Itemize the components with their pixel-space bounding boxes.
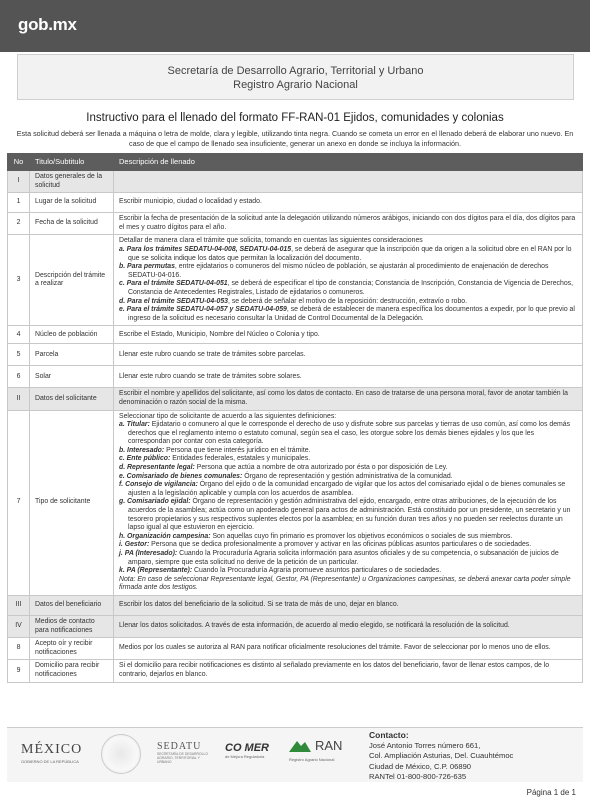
comer-logo bbox=[225, 742, 269, 759]
item-text: Cuando la Procuraduría Agraria solicita información para asuntos oficiales y de su competencia, o subsanación de juicios de amparo, siempre que esta solicitud no derive de la petición de un particular. bbox=[128, 550, 559, 566]
item-label: j. PA (Interesado): bbox=[119, 550, 178, 557]
item-text: Ejidatario o comunero al que le corresponde el derecho de uso y disfrute sobre sus parcelas y tierras de uso común, así como los demás derechos que el reglamento interno o estatuto comunal, según sea el caso, les otorgue sobre los demás bienes ejidales y los que les correspondan por contar con esta categoría. bbox=[128, 421, 571, 446]
table-row bbox=[8, 171, 583, 193]
page-number: Página 1 de 1 bbox=[526, 788, 576, 797]
row-no: III bbox=[8, 595, 30, 615]
row-desc: Escribe el Estado, Municipio, Nombre del Núcleo o Colonia y tipo. bbox=[114, 326, 583, 344]
table-row bbox=[8, 213, 583, 235]
agency-header bbox=[17, 54, 574, 100]
row-desc: Llenar este rubro cuando se trate de trámites sobre parcelas. bbox=[114, 344, 583, 366]
item-text: Son aquellas cuyo fin primario es promover los objetivos económicos o sociales de sus miembros. bbox=[210, 532, 513, 540]
table-row bbox=[8, 615, 583, 637]
item-text: Persona que actúa a nombre de otra autorizado por ésta o por disposición de Ley. bbox=[194, 464, 448, 472]
header-description: Descripción de llenado bbox=[114, 154, 583, 171]
header-title: Titulo/Subtitulo bbox=[30, 154, 114, 171]
list-item bbox=[119, 447, 577, 456]
table-row bbox=[8, 595, 583, 615]
item-text: Órgano del ejido o de la comunidad encargado de vigilar que los actos del comisariado ejidal o de bienes comunales se ajusten a la legislación aplicable y cumpla con los acuerdos de asamblea. bbox=[128, 481, 566, 497]
row-title: Acepto oír y recibir notificaciones bbox=[30, 638, 114, 660]
table-row bbox=[8, 660, 583, 682]
item-label: c. Para el trámite SEDATU-04-051 bbox=[119, 280, 228, 288]
mexico-logo-text: MÉXICO bbox=[21, 742, 83, 757]
item-text: , se deberá de especificar el tipo de constancia; Constancia de Inscripción, Constancia de Vigencia de Derechos, Constancia de Antecedentes Registrales, Listado de ejidatarios o comuneros. bbox=[128, 280, 574, 296]
table-row bbox=[8, 235, 583, 326]
item-text: Cuando la Procuraduría Agraria promueve asuntos particulares o de sociedades. bbox=[192, 567, 442, 575]
row-desc: Escribir municipio, ciudad o localidad y estado. bbox=[114, 193, 583, 213]
item-text: Persona que tiene interés jurídico en el trámite. bbox=[164, 446, 311, 454]
coat-of-arms-icon bbox=[101, 734, 141, 774]
item-label: b. Interesado: bbox=[119, 446, 165, 454]
definitions-list bbox=[119, 421, 577, 576]
table-row bbox=[8, 388, 583, 410]
footer bbox=[7, 727, 583, 782]
contact-title: Contacto: bbox=[369, 730, 409, 740]
item-label: b. Para permutas bbox=[119, 263, 175, 271]
row-desc: Si el domicilio para recibir notificaciones es distinto al señalado previamente en los datos del beneficiario, favor de llenar estos campos, de lo contrario, dejarlos en blanco. bbox=[114, 660, 583, 682]
table-row bbox=[8, 344, 583, 366]
row-no: I bbox=[8, 171, 30, 193]
row-title: Fecha de la solicitud bbox=[30, 213, 114, 235]
list-item bbox=[119, 280, 577, 297]
table-row bbox=[8, 366, 583, 388]
row-title: Lugar de la solicitud bbox=[30, 193, 114, 213]
contact-line: José Antonio Torres número 661, bbox=[369, 740, 481, 750]
contact-line: RANTel 01-800-800-726-635 bbox=[369, 772, 467, 781]
brand-logo[interactable]: gob.mx bbox=[18, 15, 77, 34]
comer-logo-text: CO MER bbox=[225, 742, 269, 754]
comer-logo-sub: de Mejora Regulatoria bbox=[225, 754, 265, 759]
item-text: Entidades federales, estatales y municipales. bbox=[170, 455, 311, 463]
list-item bbox=[119, 306, 577, 323]
ran-logo-sub: Registro Agrario Nacional bbox=[289, 757, 335, 762]
row-title: Tipo de solicitante bbox=[30, 410, 114, 595]
list-item bbox=[119, 533, 577, 542]
row-no: 1 bbox=[8, 193, 30, 213]
row-desc: Escribir los datos del beneficiario de la solicitud. Si se trata de más de uno, dejar en blanco. bbox=[114, 595, 583, 615]
item-label: k. PA (Representante): bbox=[119, 567, 193, 575]
ran-mountain-icon bbox=[289, 738, 311, 752]
item-text: , entre ejidatarios o comuneros del mismo núcleo de población, se ajustarán al procedimiento de enajenación de derechos SEDATU-04-016. bbox=[128, 263, 549, 279]
contact-line: Ciudad de México, C.P. 06890 bbox=[369, 761, 472, 771]
table-row bbox=[8, 638, 583, 660]
ran-logo bbox=[289, 738, 342, 762]
row-no: 8 bbox=[8, 638, 30, 660]
row-no: 3 bbox=[8, 235, 30, 326]
list-item bbox=[119, 421, 577, 447]
header-no: No bbox=[8, 154, 30, 171]
item-label: d. Para el trámite SEDATU-04-053 bbox=[119, 297, 229, 305]
desc-intro: Detallar de manera clara el trámite que solicita, tomando en cuentas las siguientes consideraciones bbox=[119, 237, 423, 245]
agency-line1: Secretaría de Desarrollo Agrario, Territorial y Urbano bbox=[167, 65, 424, 77]
item-label: f. Consejo de vigilancia: bbox=[119, 481, 198, 489]
item-label: h. Organización campesina: bbox=[119, 532, 211, 540]
row-no: 6 bbox=[8, 366, 30, 388]
row-title: Núcleo de población bbox=[30, 326, 114, 344]
list-item bbox=[119, 541, 577, 550]
row-desc: Medios por los cuales se autoriza al RAN para notificar oficialmente resoluciones del trámite. Favor de seleccionar por lo menos uno de ellos. bbox=[114, 638, 583, 660]
item-label: c. Ente público: bbox=[119, 455, 171, 463]
list-item bbox=[119, 550, 577, 567]
item-label: d. Representante legal: bbox=[119, 464, 195, 472]
row-desc: Llenar este rubro cuando se trate de trámites sobre solares. bbox=[114, 366, 583, 388]
sedatu-logo-sub: SECRETARÍA DE DESARROLLO AGRARIO, TERRITORIAL Y URBANO bbox=[157, 752, 208, 764]
row-title: Datos generales de la solicitud bbox=[30, 171, 114, 193]
row-title: Solar bbox=[30, 366, 114, 388]
row-no: 5 bbox=[8, 344, 30, 366]
item-label: a. Para los trámites SEDATU-04-008, SEDATU-04-015 bbox=[119, 245, 292, 253]
mexico-logo bbox=[21, 742, 82, 764]
item-text: , se deberá de señalar el motivo de la reposición: destrucción, extravío o robo. bbox=[228, 297, 468, 305]
list-item bbox=[119, 481, 577, 498]
row-no: II bbox=[8, 388, 30, 410]
instructions-table bbox=[7, 153, 583, 683]
item-text: Órgano de representación y gestión administrativa de la comunidad. bbox=[242, 472, 453, 480]
document-title: Instructivo para el llenado del formato FF-RAN-01 Ejidos, comunidades y colonias bbox=[86, 112, 504, 124]
intro-text: Esta solicitud deberá ser llenada a máquina o letra de molde, clara y legible, utilizando tinta negra. Cuando se cometa un error en el llenado deberá de elaborar uno nuevo. En caso de que el campo de llenado sea insuficiente, generar un anexo en donde se incluya la información. bbox=[16, 129, 574, 148]
ran-logo-text: RAN bbox=[315, 738, 343, 753]
desc-intro: Seleccionar tipo de solicitante de acuerdo a las siguientes definiciones: bbox=[119, 412, 337, 420]
list-item bbox=[119, 263, 577, 280]
considerations-list bbox=[119, 246, 577, 323]
row-no: 4 bbox=[8, 326, 30, 344]
list-item bbox=[119, 473, 577, 482]
row-no: 2 bbox=[8, 213, 30, 235]
row-title: Descripción del trámite a realizar bbox=[30, 235, 114, 326]
table-row bbox=[8, 193, 583, 213]
row-desc: Escribir el nombre y apellidos del solicitante, así como los datos de contacto. En caso de tratarse de una persona moral, favor de anotar también la denominación o razón social de la misma. bbox=[114, 388, 583, 410]
list-item bbox=[119, 298, 577, 307]
item-label: g. Comisariado ejidal: bbox=[119, 498, 191, 506]
row-title: Datos del solicitante bbox=[30, 388, 114, 410]
list-item bbox=[119, 498, 577, 532]
sedatu-logo-text: SEDATU bbox=[157, 741, 202, 752]
table-row bbox=[8, 410, 583, 595]
row-desc bbox=[114, 235, 583, 326]
row-title: Parcela bbox=[30, 344, 114, 366]
row-title: Datos del beneficiario bbox=[30, 595, 114, 615]
list-item bbox=[119, 464, 577, 473]
row-desc bbox=[114, 410, 583, 595]
table-row bbox=[8, 326, 583, 344]
item-label: a. Titular: bbox=[119, 421, 150, 429]
list-item bbox=[119, 246, 577, 263]
item-text: Órgano de representación y gestión administrativa del ejido, encargado, entre otras atribuciones, de la ejecución de los acuerdos de la asamblea; actúa como un apoderado general para actos de administración. Está constituido por un presidente, un secretario y un tesorero propietarios y sus respectivos suplentes electos por la asamblea; en su función duran tres años y no pueden ser reelectos durante un lapso igual al que estuvieron en ejercicio. bbox=[128, 498, 571, 532]
row-title: Medios de contacto para notificaciones bbox=[30, 615, 114, 637]
table-header-row bbox=[8, 154, 583, 171]
item-text: , se deberá de asegurar que la inscripción que da origen a la solicitud obre en el RAN por lo que se solicita indique los datos que permitan la localización del documento. bbox=[128, 245, 572, 262]
item-text: , se deberá de establecer de manera específica los documentos a expedir, por lo que previo al ingreso de la solicitud es necesario consultar la Unidad de Control Documental de la Delegación. bbox=[128, 306, 575, 322]
row-no: 9 bbox=[8, 660, 30, 682]
row-desc bbox=[114, 171, 583, 193]
row-desc: Llenar los datos solicitados. A través de esta información, de acuerdo al medio elegido, se notificará la resolución de la solicitud. bbox=[114, 615, 583, 637]
item-label: e. Para el trámite SEDATU-04-057 y SEDATU-04-059 bbox=[119, 306, 287, 314]
note-text: Nota: En caso de seleccionar Representante legal, Gestor, PA (Representante) u Organizaciones campesinas, se deberá anexar carta poder simple firmada ante dos testigos. bbox=[119, 575, 571, 592]
row-no: 7 bbox=[8, 410, 30, 595]
list-item bbox=[119, 455, 577, 464]
item-text: Persona que se dedica profesionalmente a promover y activar en las oficinas públicas asuntos particulares o de sociedades. bbox=[149, 541, 532, 549]
row-desc: Escribir la fecha de presentación de la solicitud ante la delegación utilizando números arábigos, iniciando con dos dígitos para el día, dos dígitos para el mes y cuatro dígitos para el año. bbox=[114, 213, 583, 235]
mexico-logo-sub: GOBIERNO DE LA REPÚBLICA bbox=[21, 759, 79, 764]
top-bar bbox=[0, 0, 590, 52]
sedatu-logo bbox=[157, 741, 211, 764]
item-label: e. Comisariado de bienes comunales: bbox=[119, 472, 243, 480]
row-title: Domicilio para recibir notificaciones bbox=[30, 660, 114, 682]
list-item bbox=[119, 567, 577, 576]
row-no: IV bbox=[8, 615, 30, 637]
agency-line2: Registro Agrario Nacional bbox=[233, 79, 358, 91]
contact-line: Col. Ampliación Asturias, Del. Cuauhtémoc bbox=[369, 751, 514, 760]
contact-block bbox=[369, 730, 513, 783]
item-label: i. Gestor: bbox=[119, 541, 150, 549]
